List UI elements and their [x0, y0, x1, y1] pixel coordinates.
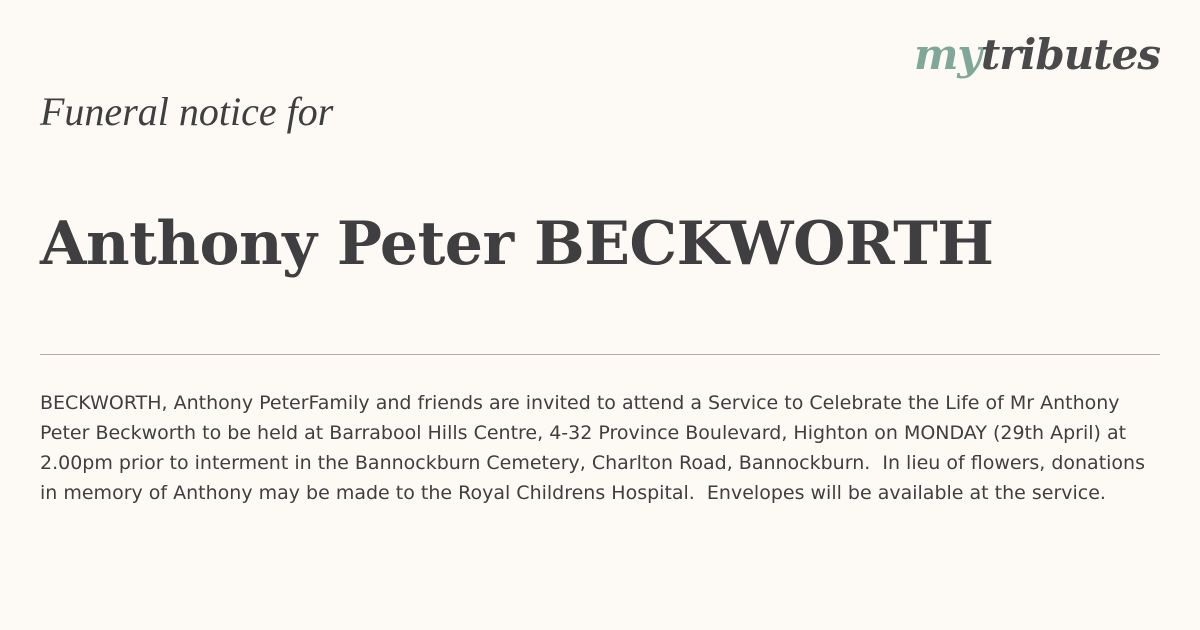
divider: [40, 354, 1160, 355]
mytributes-logo[interactable]: [913, 30, 1160, 79]
logo-my-text: my: [913, 30, 981, 79]
notice-kicker: Funeral notice for: [40, 89, 334, 134]
deceased-name: Anthony Peter BECKWORTH: [40, 209, 994, 279]
notice-body-text: BECKWORTH, Anthony PeterFamily and friends are invited to attend a Service to Celebrate the Life of Mr Anthony Peter Beckworth to be held at Barrabool Hills Centre, 4-32 Province Boulevard, Highton on MONDAY (29th April) at 2.00pm prior to interment in the Bannockburn Cemetery, Charlton Road, Bannockburn. In lieu of flowers, donations in memory of Anthony may be made to the Royal Childrens Hospital. Envelopes will be available at the service.: [40, 392, 1152, 504]
logo-tributes-text: tributes: [980, 30, 1160, 79]
